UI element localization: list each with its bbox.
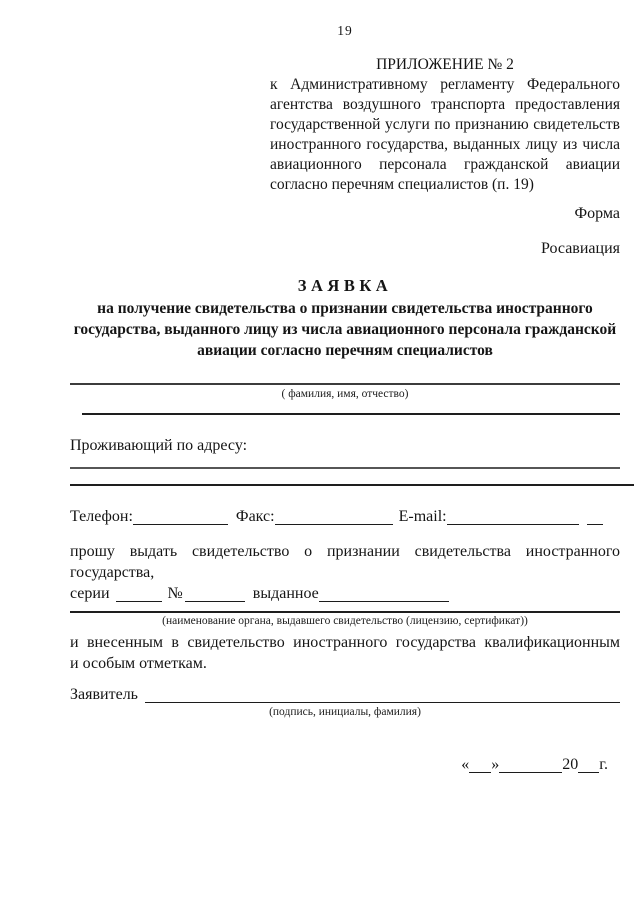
request-text: прошу выдать свидетельство о признании свидетельства иностранного государства, [70,543,620,581]
date-year-suffix: г. [599,756,608,773]
email-blank-field [447,524,579,525]
appendix-block [270,55,620,195]
issuer-blank-field [319,601,449,602]
date-row [70,754,620,775]
date-year-blank-field [578,772,599,773]
phone-label: Телефон: [70,508,133,525]
signature-caption: (подпись, инициалы, фамилия) [269,706,421,718]
appendix-body-line: агентства воздушного транспорта предоставления [270,96,620,113]
date-close-quote: » [491,756,500,773]
fax-blank-field [275,524,393,525]
appendix-body-line: авиационного персонала гражданской авиации [270,156,620,173]
issuer-blank-line [70,611,620,613]
qualifications-line: и внесенным в свидетельство иностранного государства квалификационным [70,634,620,651]
issued-label: выданное [252,585,319,602]
application-subtitle [70,298,620,361]
name-blank-line [70,383,620,385]
series-blank-field [116,601,162,602]
agency-name: Росавиация [541,240,620,257]
phone-blank-field [133,524,228,525]
date-open-quote: « [461,756,470,773]
application-subtitle-line: авиации согласно перечням специалистов [197,342,493,359]
address-blank-line-2 [70,484,634,486]
email-blank-field-extra [587,524,603,525]
issuer-caption: (наименование органа, выдавшего свидетельство (лицензию, сертификат)) [162,615,528,627]
address-blank-line-1 [70,467,620,469]
appendix-body-line: согласно перечням специалистов (п. 19) [270,176,534,193]
application-subtitle-line: государства, выданного лицу из числа авиационного персонала гражданской [73,321,617,338]
contacts-row [70,506,620,527]
number-blank-field [185,601,245,602]
appendix-body-line: государственной услуги по признанию свидетельств [270,116,620,133]
name-caption: ( фамилия, имя, отчество) [281,388,409,400]
date-day-blank-field [469,772,491,773]
application-title: ЗАЯВКА [297,276,393,295]
fax-label: Факс: [235,508,275,525]
certificate-series-row [70,583,620,604]
name-blank-line-2 [82,413,620,415]
applicant-row [70,684,620,705]
appendix-title: ПРИЛОЖЕНИЕ № 2 [376,56,514,73]
email-label: E-mail: [398,508,447,525]
date-month-blank-field [499,772,562,773]
application-subtitle-line: на получение свидетельства о признании свидетельства иностранного [97,300,593,317]
page-number: 19 [337,23,353,38]
form-type-label: Форма [574,205,620,222]
signature-blank-field [145,702,620,703]
appendix-body-line: иностранного государства, выданных лицу из числа [270,136,620,153]
appendix-body [270,75,620,195]
qualifications-line: и особым отметкам. [70,655,207,672]
qualifications-text [70,632,620,674]
date-year-prefix: 20 [562,756,579,773]
series-label: серии [70,585,110,602]
appendix-body-line: к Административному регламенту Федерального [270,76,620,93]
applicant-label: Заявитель [70,686,138,703]
address-label: Проживающий по адресу: [70,437,248,454]
number-label: № [167,585,183,602]
